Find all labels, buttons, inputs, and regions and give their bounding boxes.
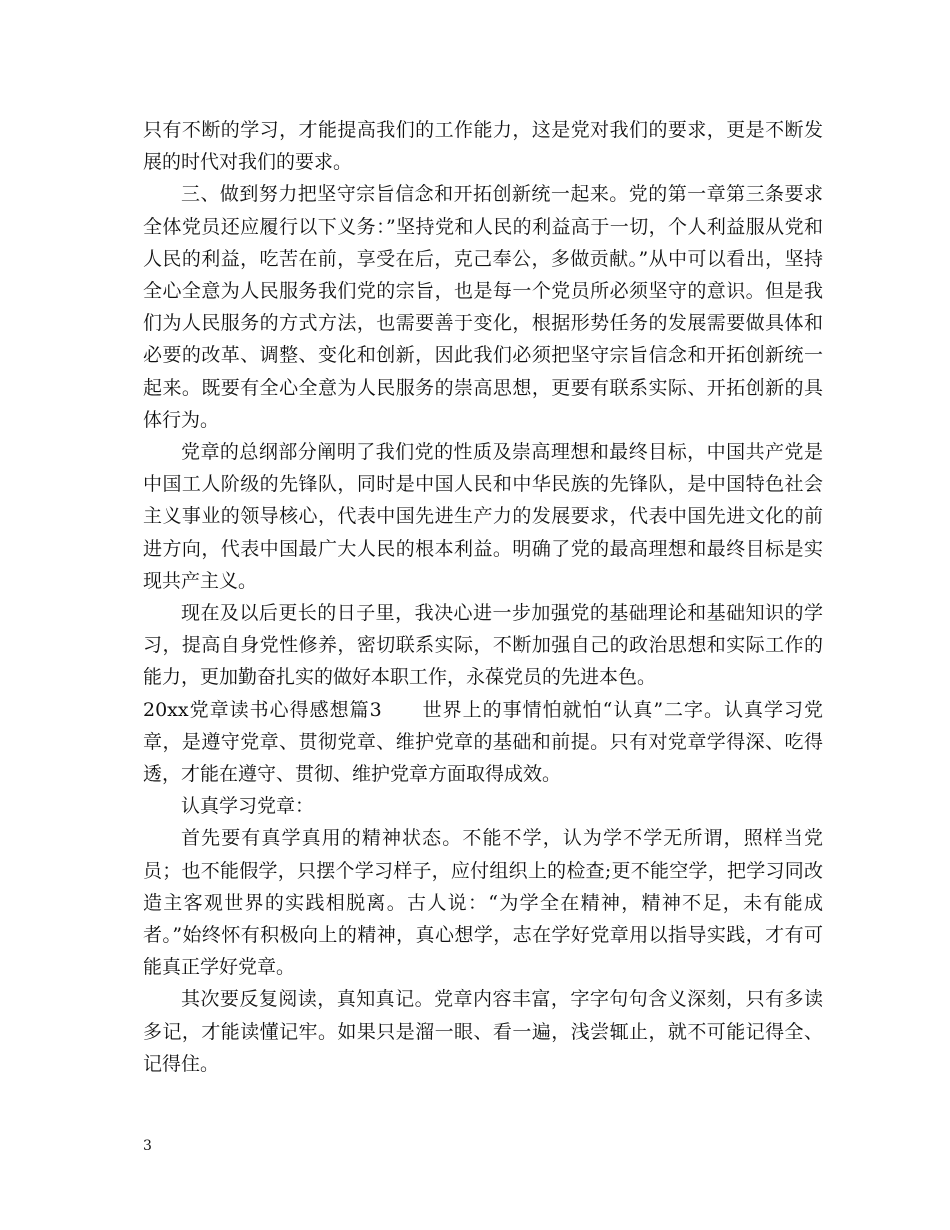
paragraph-resolution: 现在及以后更长的日子里，我决心进一步加强党的基础理论和基础知识的学习，提高自身党性修养，密切联系实际，不断加强自己的政治思想和实际工作的能力，更加勤奋扎实的做好本职工作，永葆党员的先进本色。 [143,602,823,689]
paragraph-second-point: 其次要反复阅读，真知真记。党章内容丰富，字字句句含义深刻，只有多读多记，才能读懂记牢。如果只是溜一眼、看一遍，浅尝辄止，就不可能记得全、记得住。 [143,988,823,1075]
paragraph-section-three: 三、做到努力把坚守宗旨信念和开拓创新统一起来。党的第一章第三条要求全体党员还应履行以下义务：”坚持党和人民的利益高于一切，个人利益服从党和人民的利益，吃苦在前，享受在后，克己奉公，多做贡献。”从中可以看出，坚持全心全意为人民服务我们党的宗旨，也是每一个党员所必须坚守的意识。但是我们为人民服务的方式方法，也需要善于变化，根据形势任务的发展需要做具体和必要的改革、调整、变化和创新，因此我们必须把坚守宗旨信念和开拓创新统一起来。既要有全心全意为人民服务的崇高思想，更要有联系实际、开拓创新的具体行为。 [143,183,823,431]
paragraph-article-three-heading: 20xx党章读书心得感想篇3 世界上的事情怕就怕“认真”二字。认真学习党章，是遵守党章、贯彻党章、维护党章的基础和前提。只有对党章学得深、吃得透，才能在遵守、贯彻、维护党章方面取得成效。 [143,698,823,786]
paragraph-continuation: 只有不断的学习，才能提高我们的工作能力，这是党对我们的要求，更是不断发展的时代对我们的要求。 [143,119,823,174]
page-number: 3 [143,1138,152,1154]
paragraph-study-heading: 认真学习党章： [181,795,315,818]
paragraph-general-program: 党章的总纲部分阐明了我们党的性质及崇高理想和最终目标，中国共产党是中国工人阶级的先锋队，同时是中国人民和中华民族的先锋队，是中国特色社会主义事业的领导核心，代表中国先进生产力的发展要求，代表中国先进文化的前进方向，代表中国最广大人民的根本利益。明确了党的最高理想和最终目标是实现共产主义。 [143,441,823,592]
document-body [143,114,823,1080]
paragraph-first-point: 首先要有真学真用的精神状态。不能不学，认为学不学无所谓，照样当党员；也不能假学，只摆个学习样子，应付组织上的检查;更不能空学，把学习同改造主客观世界的实践相脱离。古人说：“为学全在精神，精神不足，未有能成者。”始终怀有积极向上的精神，真心想学，志在学好党章用以指导实践，才有可能真正学好党章。 [143,827,823,979]
